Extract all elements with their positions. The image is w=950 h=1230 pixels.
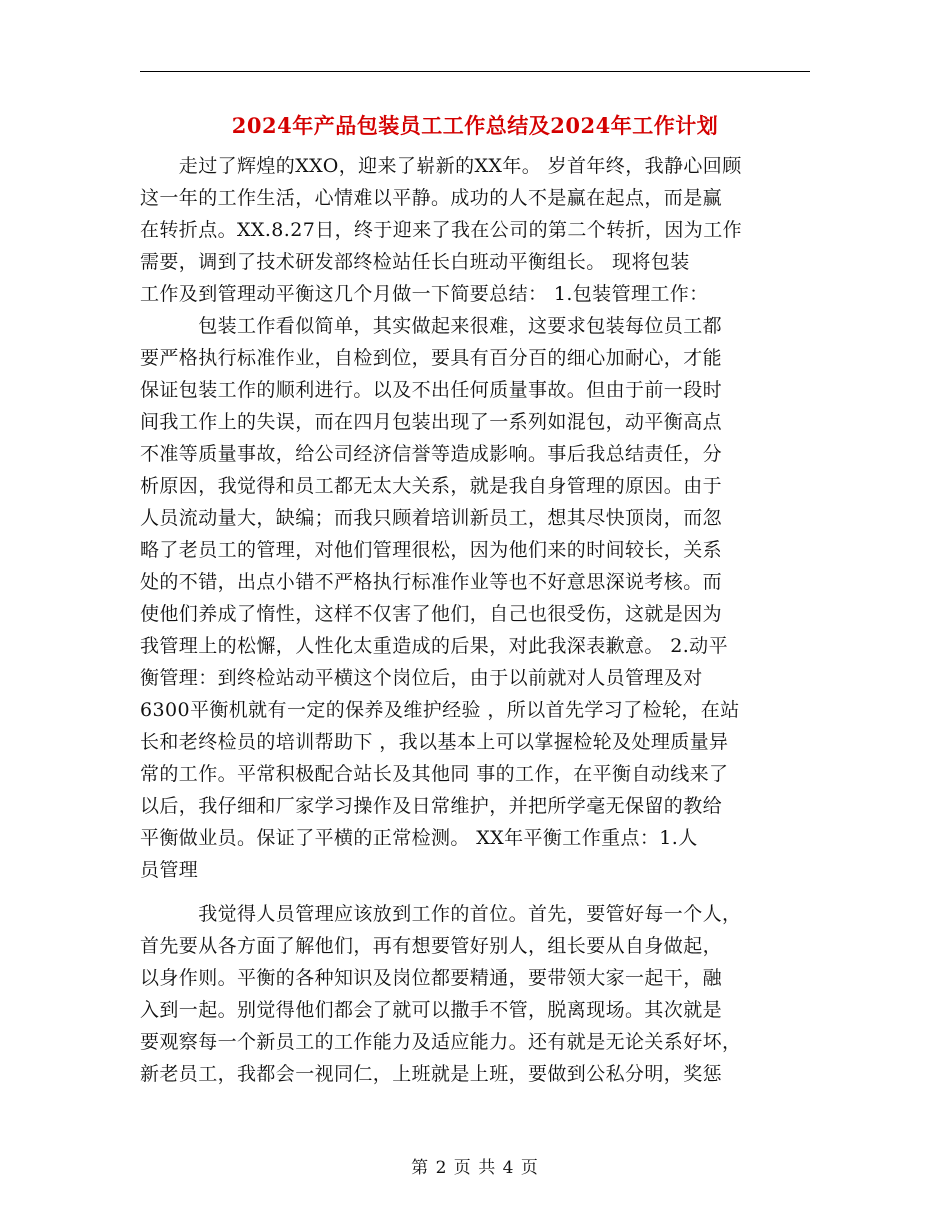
paragraph-line: 员管理 <box>140 859 199 881</box>
paragraph-line: 走过了辉煌的XXO，迎来了崭新的XX年。 岁首年终，我静心回顾 <box>140 155 742 177</box>
paragraph-line: 略了老员工的管理，对他们管理很松，因为他们来的时间较长，关系 <box>140 539 723 561</box>
paragraph-line: 析原因，我觉得和员工都无太大关系，就是我自身管理的原因。由于 <box>140 475 723 497</box>
page-footer: 第 2 页 共 4 页 <box>411 1158 539 1178</box>
paragraph-line: 使他们养成了惰性，这样不仅害了他们，自己也很受伤，这就是因为 <box>140 603 723 625</box>
paragraph-line: 以后，我仔细和厂家学习操作及日常维护，并把所学毫无保留的教给 <box>140 795 723 817</box>
paragraph-line: 不准等质量事故，给公司经济信誉等造成影响。事后我总结责任，分 <box>140 443 723 465</box>
document-body <box>140 150 820 1090</box>
paragraph-line: 要严格执行标准作业，自检到位，要具有百分百的细心加耐心，才能 <box>140 347 723 369</box>
paragraph-line: 人员流动量大，缺编；而我只顾着培训新员工，想其尽快顶岗，而忽 <box>140 507 723 529</box>
paragraph-line: 需要，调到了技术研发部终检站任长白班动平衡组长。 现将包装 <box>140 251 690 273</box>
paragraph-line: 平衡做业员。保证了平横的正常检测。 XX年平衡工作重点：1.人 <box>140 827 698 849</box>
paragraph-line: 首先要从各方面了解他们，再有想要管好别人，组长要从自身做起， <box>140 935 723 957</box>
paragraph-line: 常的工作。平常积极配合站长及其他同 事的工作，在平衡自动线来了 <box>140 763 729 785</box>
paragraph-gap <box>140 886 820 898</box>
paragraph-line: 入到一起。别觉得他们都会了就可以撒手不管，脱离现场。其次就是 <box>140 999 723 1021</box>
paragraph-line: 以身作则。平衡的各种知识及岗位都要精通，要带领大家一起干，融 <box>140 967 723 989</box>
paragraph-line: 我管理上的松懈，人性化太重造成的后果，对此我深表歉意。 2.动平 <box>140 635 728 657</box>
paragraph-line: 包装工作看似简单，其实做起来很难，这要求包装每位员工都 <box>140 315 723 337</box>
paragraph-line: 要观察每一个新员工的工作能力及适应能力。还有就是无论关系好坏， <box>140 1031 742 1053</box>
paragraph-line: 在转折点。XX.8.27日，终于迎来了我在公司的第二个转折，因为工作 <box>140 219 742 241</box>
document-title: 2024年产品包装员工工作总结及2024年工作计划 <box>231 113 719 138</box>
paragraph-line: 衡管理：到终检站动平横这个岗位后，由于以前就对人员管理及对 <box>140 667 703 689</box>
paragraph-line: 新老员工，我都会一视同仁，上班就是上班，要做到公私分明，奖惩 <box>140 1063 723 1085</box>
paragraph-line: 我觉得人员管理应该放到工作的首位。首先，要管好每一个人， <box>140 903 742 925</box>
paragraph-line: 这一年的工作生活，心情难以平静。成功的人不是赢在起点，而是赢 <box>140 187 723 209</box>
paragraph-line: 处的不错，出点小错不严格执行标准作业等也不好意思深说考核。而 <box>140 571 723 593</box>
paragraph-line: 间我工作上的失误，而在四月包装出现了一系列如混包，动平衡高点 <box>140 411 723 433</box>
paragraph-line: 工作及到管理动平衡这几个月做一下简要总结： 1.包装管理工作： <box>140 283 709 305</box>
paragraph-line: 6300平衡机就有一定的保养及维护经验 ，所以首先学习了检轮，在站 <box>140 699 740 721</box>
paragraph-line: 长和老终检员的培训帮助下 ，我以基本上可以掌握检轮及处理质量异 <box>140 731 729 753</box>
paragraph-line: 保证包装工作的顺利进行。以及不出任何质量事故。但由于前一段时 <box>140 379 723 401</box>
header-rule <box>140 71 810 72</box>
